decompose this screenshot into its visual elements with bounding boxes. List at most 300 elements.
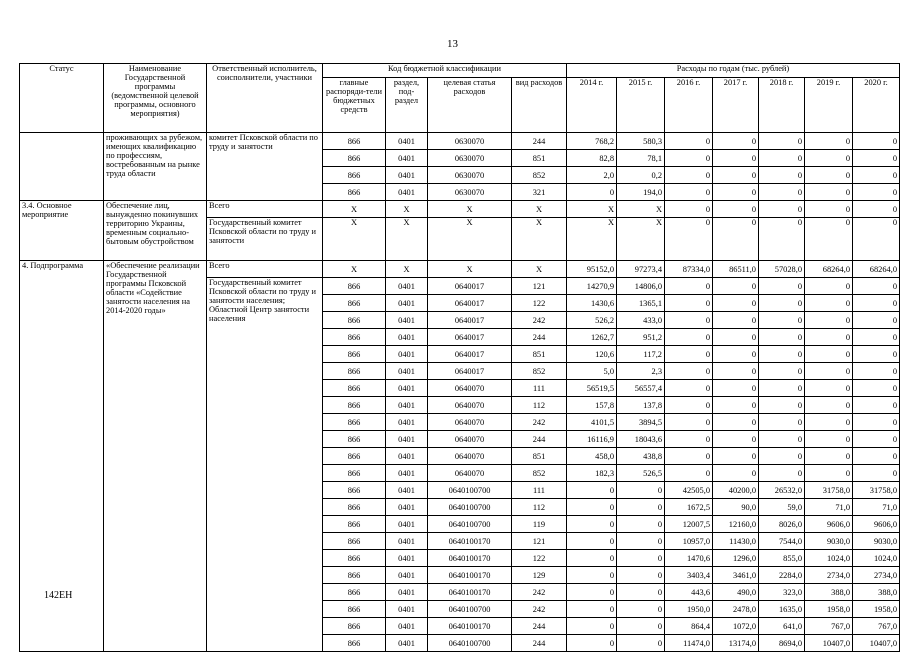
table-cell: 0640017 xyxy=(428,278,512,295)
table-cell: 31758,0 xyxy=(853,482,900,499)
table-cell: 97273,4 xyxy=(617,261,665,278)
table-cell: 0 xyxy=(805,380,853,397)
table-cell: 242 xyxy=(512,312,567,329)
table-cell: 0 xyxy=(759,278,805,295)
table-cell: 0401 xyxy=(386,278,428,295)
table-cell: 0 xyxy=(853,184,900,201)
table-cell: 2284,0 xyxy=(759,567,805,584)
table-cell: 458,0 xyxy=(567,448,617,465)
table-cell: 0 xyxy=(665,312,713,329)
table-cell: 0 xyxy=(713,184,759,201)
table-cell: 438,8 xyxy=(617,448,665,465)
table-cell: X xyxy=(428,201,512,218)
table-cell: 68264,0 xyxy=(805,261,853,278)
table-cell: 0401 xyxy=(386,567,428,584)
table-cell: 0 xyxy=(759,184,805,201)
table-row xyxy=(20,261,900,278)
responsible-cell: Государственный комитет Псковской области по труду и занятости xyxy=(207,218,323,261)
header-year: 2015 г. xyxy=(617,78,665,133)
table-cell: 95152,0 xyxy=(567,261,617,278)
table-cell: 0401 xyxy=(386,150,428,167)
table-cell: 122 xyxy=(512,295,567,312)
footer-code: 142EH xyxy=(44,590,73,601)
table-cell: 866 xyxy=(323,601,386,618)
table-cell: 244 xyxy=(512,635,567,652)
header-year: 2019 г. xyxy=(805,78,853,133)
table-cell: 0 xyxy=(567,567,617,584)
table-cell: 0 xyxy=(805,133,853,150)
table-cell: 9606,0 xyxy=(805,516,853,533)
table-cell: 111 xyxy=(512,380,567,397)
table-cell: 0 xyxy=(805,278,853,295)
table-cell: 0 xyxy=(853,448,900,465)
header-target-article: целевая статья расходов xyxy=(428,78,512,133)
table-cell: 0 xyxy=(853,363,900,380)
table-cell: 157,8 xyxy=(567,397,617,414)
table-cell: 0 xyxy=(617,482,665,499)
table-cell: 1950,0 xyxy=(665,601,713,618)
table-cell: 5,0 xyxy=(567,363,617,380)
table-cell: 866 xyxy=(323,584,386,601)
table-cell: 0401 xyxy=(386,295,428,312)
table-cell: 31758,0 xyxy=(805,482,853,499)
table-cell: 852 xyxy=(512,363,567,380)
table-cell: 0640017 xyxy=(428,295,512,312)
table-cell: 866 xyxy=(323,167,386,184)
table-cell: 0401 xyxy=(386,516,428,533)
table-cell: 0 xyxy=(567,184,617,201)
table-cell: 0640070 xyxy=(428,465,512,482)
table-cell: 0,2 xyxy=(617,167,665,184)
table-cell: 8694,0 xyxy=(759,635,805,652)
table-cell: 129 xyxy=(512,567,567,584)
table-cell: 0 xyxy=(713,380,759,397)
table-cell: 0 xyxy=(805,414,853,431)
table-cell: 0 xyxy=(805,431,853,448)
table-cell: 117,2 xyxy=(617,346,665,363)
table-cell: 0 xyxy=(805,184,853,201)
table-cell: 0401 xyxy=(386,550,428,567)
table-cell: 0401 xyxy=(386,618,428,635)
table-cell: 0401 xyxy=(386,184,428,201)
table-cell: 0 xyxy=(617,499,665,516)
table-cell: 16116,9 xyxy=(567,431,617,448)
table-cell: 767,0 xyxy=(805,618,853,635)
table-cell: 767,0 xyxy=(853,618,900,635)
table-cell: 0 xyxy=(567,601,617,618)
table-cell: 0640100170 xyxy=(428,550,512,567)
table-cell: X xyxy=(323,201,386,218)
table-cell: 0 xyxy=(853,133,900,150)
table-cell: 851 xyxy=(512,346,567,363)
status-cell: 3.4. Основное мероприятие xyxy=(20,201,104,261)
table-cell: 71,0 xyxy=(805,499,853,516)
table-cell: 0 xyxy=(665,431,713,448)
table-cell: 244 xyxy=(512,133,567,150)
table-cell: 866 xyxy=(323,533,386,550)
table-cell: 0 xyxy=(759,397,805,414)
table-cell: 0 xyxy=(759,295,805,312)
page-number: 13 xyxy=(447,38,458,50)
table-cell: 244 xyxy=(512,431,567,448)
table-cell: 0640100170 xyxy=(428,618,512,635)
header-main-manager: главные распоряди-тели бюджетных средств xyxy=(323,78,386,133)
header-status: Статус xyxy=(20,64,104,133)
table-cell: 0 xyxy=(665,380,713,397)
table-cell: 0 xyxy=(713,218,759,261)
table-body xyxy=(20,133,900,652)
table-cell: 768,2 xyxy=(567,133,617,150)
status-cell xyxy=(20,133,104,201)
table-cell: 0 xyxy=(853,295,900,312)
table-cell: X xyxy=(323,218,386,261)
table-cell: 0 xyxy=(617,618,665,635)
table-cell: 0 xyxy=(805,465,853,482)
table-cell: 0640070 xyxy=(428,448,512,465)
table-cell: 0 xyxy=(665,397,713,414)
table-cell: 0 xyxy=(853,218,900,261)
table-cell: 0 xyxy=(567,550,617,567)
header-year: 2020 г. xyxy=(853,78,900,133)
table-cell: 0401 xyxy=(386,167,428,184)
table-cell: 57028,0 xyxy=(759,261,805,278)
table-cell: 866 xyxy=(323,278,386,295)
table-cell: X xyxy=(512,261,567,278)
table-cell: 0 xyxy=(713,465,759,482)
table-cell: 866 xyxy=(323,567,386,584)
table-cell: 0 xyxy=(805,346,853,363)
table-cell: 2734,0 xyxy=(805,567,853,584)
table-cell: 1958,0 xyxy=(853,601,900,618)
table-cell: 0 xyxy=(805,201,853,218)
table-cell: 851 xyxy=(512,448,567,465)
table-cell: 0 xyxy=(665,414,713,431)
table-cell: 0 xyxy=(759,465,805,482)
table-cell: 2478,0 xyxy=(713,601,759,618)
table-cell: 0 xyxy=(617,516,665,533)
table-cell: 7544,0 xyxy=(759,533,805,550)
table-cell: 0 xyxy=(713,431,759,448)
table-cell: 0 xyxy=(567,584,617,601)
table-cell: 59,0 xyxy=(759,499,805,516)
table-cell: 0 xyxy=(713,312,759,329)
table-cell: 855,0 xyxy=(759,550,805,567)
table-cell: 1430,6 xyxy=(567,295,617,312)
status-cell: 4. Подпрограмма xyxy=(20,261,104,652)
table-cell: 0630070 xyxy=(428,167,512,184)
table-cell: 0 xyxy=(759,150,805,167)
table-cell: 0 xyxy=(759,329,805,346)
table-cell: 0 xyxy=(713,278,759,295)
table-cell: 0401 xyxy=(386,533,428,550)
table-cell: 0 xyxy=(665,150,713,167)
table-cell: X xyxy=(512,201,567,218)
responsible-cell: комитет Псковской области по труду и занятости xyxy=(207,133,323,201)
table-cell: 321 xyxy=(512,184,567,201)
table-cell: 866 xyxy=(323,312,386,329)
table-cell: 2,3 xyxy=(617,363,665,380)
table-cell: 194,0 xyxy=(617,184,665,201)
table-cell: 641,0 xyxy=(759,618,805,635)
table-cell: 121 xyxy=(512,278,567,295)
table-cell: 56519,5 xyxy=(567,380,617,397)
table-cell: X xyxy=(323,261,386,278)
table-cell: 10957,0 xyxy=(665,533,713,550)
table-cell: 0401 xyxy=(386,363,428,380)
table-cell: 0 xyxy=(805,329,853,346)
table-cell: 866 xyxy=(323,150,386,167)
table-cell: 866 xyxy=(323,550,386,567)
table-cell: 323,0 xyxy=(759,584,805,601)
table-cell: 0 xyxy=(805,167,853,184)
header-year: 2018 г. xyxy=(759,78,805,133)
table-cell: 866 xyxy=(323,482,386,499)
table-cell: X xyxy=(428,261,512,278)
table-cell: 0630070 xyxy=(428,184,512,201)
table-cell: 0 xyxy=(759,380,805,397)
table-cell: 0 xyxy=(713,414,759,431)
table-cell: 864,4 xyxy=(665,618,713,635)
table-cell: X xyxy=(386,261,428,278)
table-cell: 0640070 xyxy=(428,414,512,431)
table-cell: 1024,0 xyxy=(805,550,853,567)
table-cell: 866 xyxy=(323,133,386,150)
table-cell: 90,0 xyxy=(713,499,759,516)
table-cell: 112 xyxy=(512,499,567,516)
table-cell: 852 xyxy=(512,167,567,184)
table-cell: 0640100170 xyxy=(428,567,512,584)
table-cell: 0 xyxy=(713,167,759,184)
table-cell: 0640100700 xyxy=(428,499,512,516)
header-responsible: Ответственный исполнитель, соисполнители, участники xyxy=(207,64,323,133)
table-cell: 56557,4 xyxy=(617,380,665,397)
table-cell: 0 xyxy=(853,201,900,218)
table-cell: 0401 xyxy=(386,465,428,482)
table-cell: 10407,0 xyxy=(853,635,900,652)
table-cell: 0 xyxy=(567,533,617,550)
table-cell: 866 xyxy=(323,346,386,363)
table-cell: 14270,9 xyxy=(567,278,617,295)
table-cell: 3403,4 xyxy=(665,567,713,584)
table-cell: 0401 xyxy=(386,584,428,601)
table-cell: 0 xyxy=(853,312,900,329)
table-cell: 242 xyxy=(512,414,567,431)
table-cell: 78,1 xyxy=(617,150,665,167)
table-cell: 866 xyxy=(323,380,386,397)
table-cell: 0 xyxy=(665,363,713,380)
table-cell: 0 xyxy=(853,397,900,414)
table-cell: 0 xyxy=(853,346,900,363)
table-cell: 0640017 xyxy=(428,329,512,346)
table-cell: 0 xyxy=(853,431,900,448)
table-cell: 0 xyxy=(665,218,713,261)
table-cell: 0 xyxy=(805,312,853,329)
table-cell: 244 xyxy=(512,618,567,635)
table-cell: 71,0 xyxy=(853,499,900,516)
table-cell: X xyxy=(512,218,567,261)
table-cell: 1470,6 xyxy=(665,550,713,567)
table-cell: 0401 xyxy=(386,312,428,329)
table-cell: 866 xyxy=(323,295,386,312)
table-cell: 0 xyxy=(713,397,759,414)
table-cell: 1635,0 xyxy=(759,601,805,618)
table-cell: X xyxy=(428,218,512,261)
table-cell: 0 xyxy=(617,635,665,652)
table-cell: 3894,5 xyxy=(617,414,665,431)
table-cell: 866 xyxy=(323,363,386,380)
table-cell: 0630070 xyxy=(428,150,512,167)
table-cell: 0630070 xyxy=(428,133,512,150)
table-cell: 11430,0 xyxy=(713,533,759,550)
table-cell: 1024,0 xyxy=(853,550,900,567)
table-cell: 12007,5 xyxy=(665,516,713,533)
table-cell: 0 xyxy=(805,295,853,312)
table-cell: 0 xyxy=(665,278,713,295)
table-cell: 443,6 xyxy=(665,584,713,601)
table-row xyxy=(20,201,900,218)
table-cell: 0 xyxy=(713,133,759,150)
table-cell: 0401 xyxy=(386,397,428,414)
total-label-cell: Всего xyxy=(207,201,323,218)
table-cell: 0401 xyxy=(386,380,428,397)
table-cell: 1672,5 xyxy=(665,499,713,516)
table-cell: 0640070 xyxy=(428,380,512,397)
table-cell: X xyxy=(386,201,428,218)
header-year: 2014 г. xyxy=(567,78,617,133)
table-cell: 0640100170 xyxy=(428,533,512,550)
table-cell: 0 xyxy=(617,567,665,584)
table-cell: 0640100700 xyxy=(428,601,512,618)
table-cell: 0 xyxy=(567,499,617,516)
table-cell: 0 xyxy=(805,397,853,414)
table-cell: 866 xyxy=(323,499,386,516)
table-cell: 0 xyxy=(853,167,900,184)
table-cell: 0640017 xyxy=(428,363,512,380)
table-cell: 0401 xyxy=(386,499,428,516)
table-cell: 0 xyxy=(759,312,805,329)
table-cell: 0 xyxy=(617,533,665,550)
table-cell: 0 xyxy=(759,431,805,448)
table-cell: 137,8 xyxy=(617,397,665,414)
total-label-cell: Всего xyxy=(207,261,323,278)
table-cell: 42505,0 xyxy=(665,482,713,499)
table-cell: 0 xyxy=(665,346,713,363)
table-cell: 852 xyxy=(512,465,567,482)
table-cell: 0401 xyxy=(386,448,428,465)
table-cell: 388,0 xyxy=(805,584,853,601)
table-cell: 0 xyxy=(617,584,665,601)
responsible-cell: Государственный комитет Псковской области по труду и занятости населения; Областной Центр занятости населения xyxy=(207,278,323,652)
table-cell: 433,0 xyxy=(617,312,665,329)
table-cell: 866 xyxy=(323,448,386,465)
table-cell: 580,3 xyxy=(617,133,665,150)
table-cell: 0 xyxy=(665,448,713,465)
table-cell: 0 xyxy=(805,363,853,380)
table-cell: 0 xyxy=(713,329,759,346)
header-expense-type: вид расходов xyxy=(512,78,567,133)
table-cell: 0640100170 xyxy=(428,584,512,601)
table-cell: 0 xyxy=(617,601,665,618)
table-cell: 0 xyxy=(713,363,759,380)
table-cell: 0401 xyxy=(386,635,428,652)
table-cell: 0640017 xyxy=(428,346,512,363)
table-cell: 0401 xyxy=(386,431,428,448)
header-budget-code: Код бюджетной классификации xyxy=(323,64,567,78)
table-cell: 866 xyxy=(323,516,386,533)
table-cell: 86511,0 xyxy=(713,261,759,278)
table-cell: 0 xyxy=(759,414,805,431)
table-cell: 0 xyxy=(713,201,759,218)
table-cell: 12160,0 xyxy=(713,516,759,533)
table-cell: X xyxy=(567,218,617,261)
table-cell: 0 xyxy=(805,150,853,167)
table-cell: 9030,0 xyxy=(805,533,853,550)
table-cell: 0 xyxy=(665,329,713,346)
table-cell: 1365,1 xyxy=(617,295,665,312)
table-cell: 0 xyxy=(617,550,665,567)
table-cell: 0401 xyxy=(386,133,428,150)
table-cell: 122 xyxy=(512,550,567,567)
table-cell: 11474,0 xyxy=(665,635,713,652)
table-cell: 0 xyxy=(853,150,900,167)
name-cell: проживающих за рубежом, имеющих квалификацию по профессиям, востребованным на рынке труда области xyxy=(104,133,207,201)
table-cell: 0 xyxy=(853,380,900,397)
table-cell: 0401 xyxy=(386,414,428,431)
table-cell: 0 xyxy=(759,448,805,465)
table-cell: 866 xyxy=(323,414,386,431)
table-cell: 8026,0 xyxy=(759,516,805,533)
table-cell: 244 xyxy=(512,329,567,346)
table-cell: 1296,0 xyxy=(713,550,759,567)
table-cell: X xyxy=(617,201,665,218)
table-cell: 866 xyxy=(323,184,386,201)
table-cell: 0 xyxy=(713,346,759,363)
table-cell: 0 xyxy=(665,167,713,184)
table-cell: 4101,5 xyxy=(567,414,617,431)
table-cell: 0640070 xyxy=(428,397,512,414)
budget-table xyxy=(19,63,900,652)
header-name: Наименование Государственной программы (ведомственной целевой программы, основного мероприятия) xyxy=(104,64,207,133)
table-cell: 0 xyxy=(567,516,617,533)
table-cell: 120,6 xyxy=(567,346,617,363)
table-cell: 951,2 xyxy=(617,329,665,346)
table-cell: 13174,0 xyxy=(713,635,759,652)
table-cell: 112 xyxy=(512,397,567,414)
table-cell: 0 xyxy=(759,346,805,363)
table-cell: 866 xyxy=(323,635,386,652)
table-cell: 1072,0 xyxy=(713,618,759,635)
table-cell: 0401 xyxy=(386,601,428,618)
name-cell: Обеспечение лиц, вынужденно покинувших территорию Украины, временным социально-бытовым обустройством xyxy=(104,201,207,261)
table-cell: 68264,0 xyxy=(853,261,900,278)
table-cell: 0 xyxy=(665,201,713,218)
table-cell: 0 xyxy=(759,201,805,218)
table-row xyxy=(20,133,900,150)
table-cell: 526,2 xyxy=(567,312,617,329)
table-cell: 0 xyxy=(665,184,713,201)
table-cell: 82,8 xyxy=(567,150,617,167)
table-cell: 9606,0 xyxy=(853,516,900,533)
name-cell: «Обеспечение реализации Государственной программы Псковской области «Содействие занятости населения на 2014-2020 годы» xyxy=(104,261,207,652)
table-cell: 0 xyxy=(713,448,759,465)
table-cell: 0 xyxy=(713,295,759,312)
table-cell: 121 xyxy=(512,533,567,550)
table-cell: 0640100700 xyxy=(428,516,512,533)
table-cell: 0 xyxy=(567,482,617,499)
table-cell: 26532,0 xyxy=(759,482,805,499)
table-cell: 0 xyxy=(759,167,805,184)
table-cell: 866 xyxy=(323,397,386,414)
